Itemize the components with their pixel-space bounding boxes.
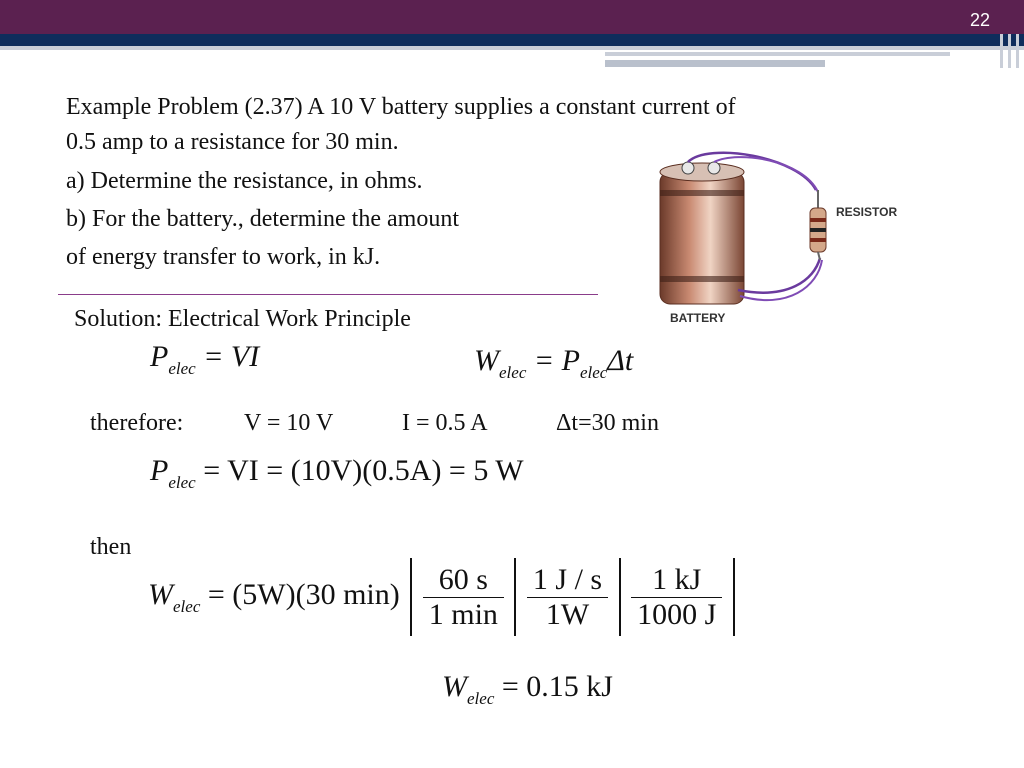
problem-line1: Example Problem (2.37) A 10 V battery supplies a constant current of — [66, 94, 736, 120]
accent-line — [1016, 34, 1019, 68]
accent-line — [0, 46, 1024, 50]
fraction-bar — [619, 558, 621, 636]
delta-t: Δt — [607, 344, 634, 377]
resistor-icon — [810, 190, 826, 260]
conversion-fraction-1: $\frac{60 s}{1 \min}$ — [423, 563, 504, 632]
p-symbol: P — [150, 340, 169, 373]
accent-line — [1008, 34, 1011, 68]
work-calculation-equation — [148, 558, 738, 636]
p-symbol: P — [150, 454, 169, 487]
elec-subscript: elec — [499, 363, 527, 382]
w-symbol: W — [148, 577, 173, 611]
fraction-bar — [514, 558, 516, 636]
accent-line — [605, 60, 825, 67]
resistor-label: RESISTOR — [836, 205, 898, 219]
work-result-equation — [442, 670, 613, 708]
work-definition-equation — [474, 344, 634, 382]
given-time: Δt=30 min — [556, 410, 659, 436]
elec-subscript: elec — [168, 359, 196, 378]
w-symbol: W — [474, 344, 499, 377]
battery-resistor-figure — [648, 150, 920, 332]
power-definition-equation — [150, 340, 260, 378]
title-bar — [0, 0, 1024, 34]
conversion-fraction-3: $\frac{1 kJ}{1000 J}$ — [631, 563, 722, 632]
w-result-rhs: = 0.15 kJ — [501, 670, 613, 703]
slide-number: 22 — [969, 10, 990, 30]
fraction-bar — [410, 558, 412, 636]
solution-title: Solution: Electrical Work Principle — [74, 306, 411, 332]
elec-subscript: elec — [173, 596, 201, 616]
problem-part-b1: b) For the battery., determine the amount — [66, 206, 459, 232]
elec-subscript: elec — [579, 363, 608, 382]
accent-line — [1000, 34, 1003, 68]
p-def-rhs: = VI — [203, 340, 260, 373]
therefore-label: therefore: — [90, 410, 184, 436]
p-calc-rhs: = VI = (10V)(0.5A) = 5 W — [203, 454, 524, 487]
w-calc-lhs: = (5W)(30 min) — [207, 577, 400, 611]
divider — [58, 294, 598, 295]
battery-icon — [660, 162, 744, 304]
accent-band — [0, 34, 1024, 46]
then-label: then — [90, 534, 132, 560]
accent-line — [605, 52, 950, 56]
power-calculation-equation — [150, 454, 524, 492]
problem-part-a: a) Determine the resistance, in ohms. — [66, 168, 423, 194]
given-current: I = 0.5 A — [402, 410, 488, 436]
given-voltage: V = 10 V — [244, 410, 334, 436]
fraction-bar — [733, 558, 735, 636]
w-symbol: W — [442, 670, 467, 703]
conversion-fraction-2: $\frac{1 J / s}{1W}$ — [527, 563, 608, 632]
elec-subscript: elec — [467, 689, 495, 708]
battery-label: BATTERY — [670, 311, 726, 325]
problem-line2: 0.5 amp to a resistance for 30 min. — [66, 129, 399, 155]
problem-part-b2: of energy transfer to work, in kJ. — [66, 244, 381, 270]
elec-subscript: elec — [168, 473, 196, 492]
w-def-rhs: = P — [533, 344, 580, 377]
